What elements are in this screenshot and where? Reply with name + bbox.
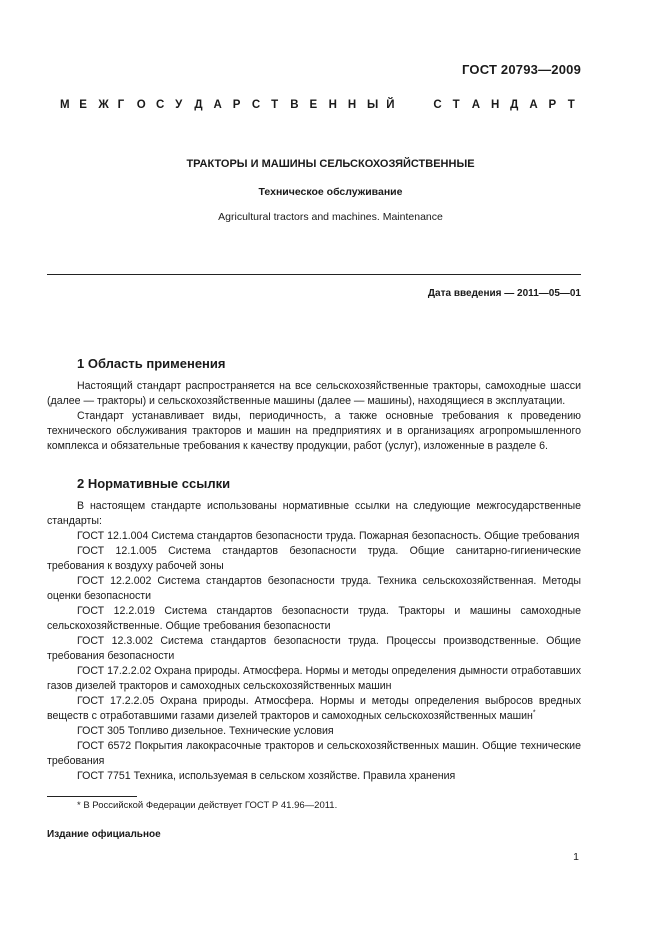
- reference-item: ГОСТ 305 Топливо дизельное. Технические условия: [77, 725, 334, 737]
- reference-text: ГОСТ 17.2.2.05 Охрана природы. Атмосфера. Нормы и методы определения выбросов вредных веществ с отработавшими газами дизелей тракторов и самоходных сельскохозяйственных машин: [47, 695, 581, 722]
- heading-letter: Д: [510, 99, 519, 111]
- document-title: ТРАКТОРЫ И МАШИНЫ СЕЛЬСКОХОЗЯЙСТВЕННЫЕ: [186, 158, 475, 170]
- heading-letter: Р: [232, 99, 241, 111]
- reference-item: ГОСТ 7751 Техника, используемая в сельском хозяйстве. Правила хранения: [77, 770, 456, 782]
- heading-letter: Н: [328, 99, 337, 111]
- heading-letter: Д: [194, 99, 203, 111]
- standard-type-heading: [60, 99, 580, 111]
- document-subtitle: Техническое обслуживание: [258, 186, 403, 198]
- section-1-heading: 1 Область применения: [77, 356, 226, 371]
- heading-letter: А: [529, 99, 538, 111]
- reference-item: [47, 694, 581, 724]
- section-1-body: [47, 379, 581, 454]
- heading-letter: Е: [79, 99, 87, 111]
- reference-item: ГОСТ 12.1.005 Система стандартов безопасности труда. Общие санитарно-гигиенические требования к воздуху рабочей зоны: [47, 545, 581, 572]
- paragraph: В настоящем стандарте использованы нормативные ссылки на следующие межгосударственные стандарты:: [47, 500, 581, 527]
- footnote: * В Российской Федерации действует ГОСТ Р 41.96—2011.: [77, 800, 338, 811]
- reference-item: ГОСТ 12.2.019 Система стандартов безопасности труда. Тракторы и машины самоходные сельскохозяйственные. Общие требования безопасности: [47, 605, 581, 632]
- heading-letter: Й: [386, 99, 395, 111]
- edition-label: Издание официальное: [47, 829, 161, 840]
- heading-letter: Т: [567, 99, 575, 111]
- heading-letter: Т: [452, 99, 460, 111]
- heading-letter: Н: [490, 99, 500, 111]
- heading-letter: Е: [309, 99, 318, 111]
- heading-letter: А: [471, 99, 481, 111]
- footnote-divider: [47, 796, 137, 797]
- heading-letter: С: [155, 99, 165, 111]
- reference-item: ГОСТ 6572 Покрытия лакокрасочные тракторов и сельскохозяйственных машин. Общие технические требования: [47, 740, 581, 767]
- heading-letter: О: [136, 99, 146, 111]
- heading-letter: Ж: [98, 99, 109, 111]
- document-number: ГОСТ 20793—2009: [462, 62, 581, 77]
- references-list: [47, 499, 581, 784]
- heading-letter: В: [290, 99, 299, 111]
- heading-letter: Т: [271, 99, 279, 111]
- section-2-heading: 2 Нормативные ссылки: [77, 476, 231, 491]
- english-title: Agricultural tractors and machines. Maintenance: [218, 211, 443, 223]
- heading-letter: У: [175, 99, 183, 111]
- reference-item: ГОСТ 12.2.002 Система стандартов безопасности труда. Техника сельскохозяйственная. Методы оценки безопасности: [47, 575, 581, 602]
- paragraph: Настоящий стандарт распространяется на все сельскохозяйственные тракторы, самоходные шасси (далее — тракторы) и сельскохозяйственные машины (далее — машины), находящиеся в эксплуатации.: [47, 380, 581, 407]
- heading-letter: Г: [117, 99, 125, 111]
- reference-item: ГОСТ 12.1.004 Система стандартов безопасности труда. Пожарная безопасность. Общие требования: [77, 530, 580, 542]
- introduction-date: Дата введения — 2011—05—01: [427, 288, 581, 299]
- heading-letter: С: [433, 99, 442, 111]
- footnote-marker: *: [532, 709, 536, 717]
- title-divider: [47, 274, 581, 275]
- reference-item: ГОСТ 12.3.002 Система стандартов безопасности труда. Процессы производственные. Общие требования безопасности: [47, 635, 581, 662]
- heading-letter: Ы: [367, 99, 379, 111]
- reference-item: ГОСТ 17.2.2.02 Охрана природы. Атмосфера. Нормы и методы определения дымности отработавших газов дизелей тракторов и самоходных сельскохозяйственных машин: [47, 665, 581, 692]
- heading-letter: Н: [347, 99, 357, 111]
- heading-letter: М: [60, 99, 70, 111]
- paragraph: Стандарт устанавливает виды, периодичность, а также основные требования к проведению технического обслуживания тракторов и машин на предприятиях и в организациях агропромышленного комплекса и обязательные требования к качеству продукции, работ (услуг), изложенные в разделе 6.: [47, 410, 581, 452]
- heading-letter: А: [213, 99, 222, 111]
- heading-letter: С: [251, 99, 261, 111]
- page-number: 1: [573, 851, 579, 863]
- heading-letter: Р: [548, 99, 557, 111]
